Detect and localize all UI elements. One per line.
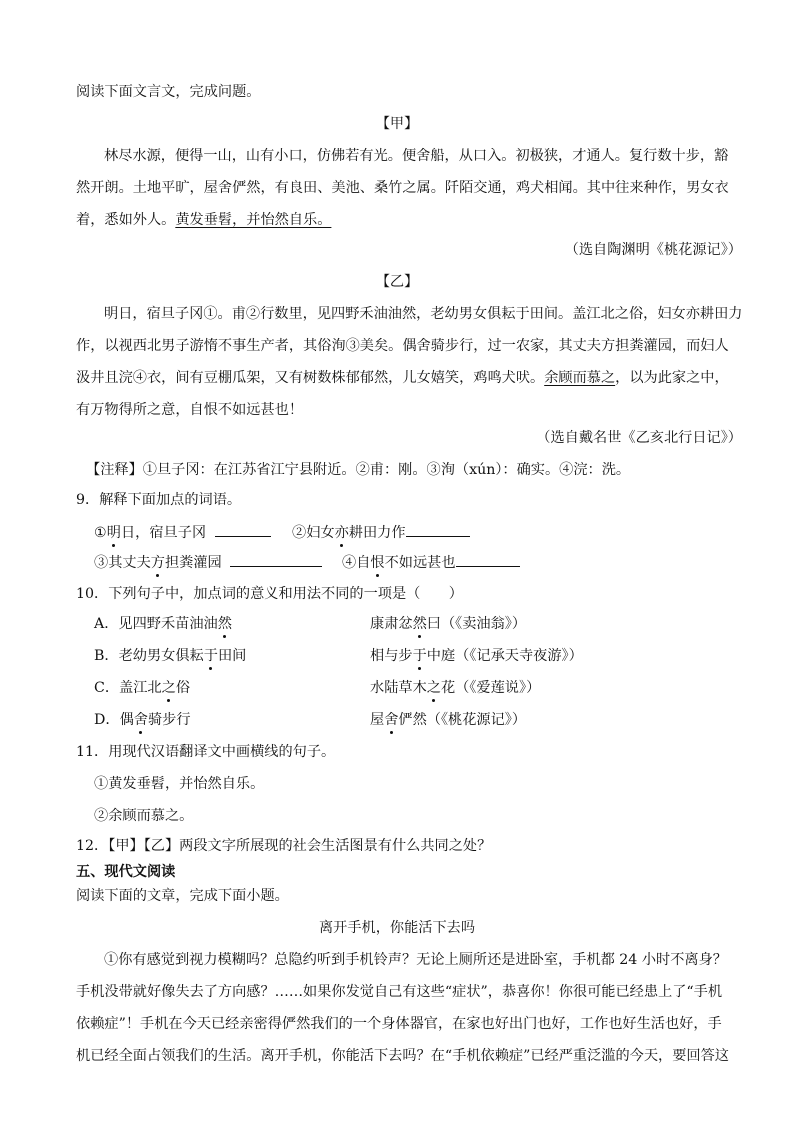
question-9-item: ①明日，宿旦子冈 (94, 522, 271, 543)
passage-yi-heading: 【乙】 (375, 274, 419, 290)
dotted-word: 方 (150, 555, 165, 571)
question-9-stem: 9．解释下面加点的词语。 (76, 492, 242, 508)
dotted-word: 明 (106, 525, 121, 541)
passage-yi-line: 作，以视西北男子游惰不事生产者，其俗洵③美矣。偶舍骑步行，过一农家，其丈夫方担粪灌园，而妇人 (76, 338, 729, 354)
dotted-word: 恨 (370, 555, 385, 571)
passage-jia-line: 然开朗。土地平旷，屋舍俨然，有良田、美池、桑竹之属。阡陌交通，鸡犬相闻。其中往来种作，男女衣 (76, 180, 729, 196)
passage-yi-line (76, 368, 729, 388)
article-line: 机已经全面占领我们的生活。离开手机，你能活下去吗？在“手机依赖症”已经严重泛滥的今天，要回答这 (76, 1048, 729, 1064)
answer-blank[interactable] (456, 552, 520, 567)
passage-jia-line: 林尽水源，便得一山，山有小口，仿佛若有光。便舍船，从口入。初极狭，才通人。复行数十步，豁 (104, 148, 729, 164)
article-line: 手机没带就好像失去了方向感？……如果你发觉自己有这些“症状”，恭喜你！你很可能已经患上了“手机 (76, 984, 723, 1000)
dotted-word: 然 (217, 616, 232, 632)
option-a-left[interactable]: A．见四野禾苗油油然 (94, 616, 232, 632)
reading-intro: 阅读下面文言文，完成问题。 (76, 84, 261, 100)
section-heading: 五、现代文阅读 (76, 864, 176, 880)
question-11-item: ①黄发垂髫，并怡然自乐。 (94, 776, 265, 792)
option-a-right: 康肃忿然曰（《卖油翁》） (370, 616, 527, 632)
underlined-sentence: 黄发垂髫，并怡然自乐。 (175, 212, 332, 228)
question-9-item: ③其丈夫方担粪灌园 (94, 552, 322, 573)
option-d-left[interactable]: D．偶舍骑步行 (94, 712, 191, 728)
option-d-right: 屋舍俨然（《桃花源记》） (370, 712, 527, 728)
passage-jia-line (76, 210, 331, 230)
question-12-stem: 12．【甲】【乙】两段文字所展现的社会生活图景有什么共同之处？ (76, 838, 492, 854)
passage-jia-source: （选自陶渊明《桃花源记》） (564, 242, 742, 258)
article-line: ①你有感觉到视力模糊吗？总隐约听到手机铃声？无论上厕所还是进卧室，手机都 24 小时不离身？ (104, 952, 727, 968)
dotted-word: 于 (203, 648, 218, 664)
article-title: 离开手机，你能活下去吗 (318, 920, 476, 936)
article-line: 依赖症”！手机在今天已经亲密得俨然我们的一个身体器官，在家也好出门也好，工作也好生活也好，手 (76, 1016, 722, 1032)
question-10-stem: 10．下列句子中，加点词的意义和用法不同的一项是（ ） (76, 586, 463, 602)
option-b-left[interactable]: B．老幼男女俱耘于田间 (94, 648, 247, 664)
dotted-word: 之 (161, 680, 176, 696)
answer-blank[interactable] (230, 552, 322, 567)
answer-blank[interactable] (215, 522, 271, 537)
option-c-left[interactable]: C．盖江北之俗 (94, 680, 191, 696)
dotted-word: 于 (412, 648, 427, 664)
passage-jia-heading: 【甲】 (375, 116, 419, 132)
passage-yi-line: 有万物得所之意，自恨不如远甚也！ (76, 402, 304, 418)
underlined-sentence: 余顾而慕之 (544, 370, 616, 386)
question-11-stem: 11．用现代汉语翻译文中画横线的句子。 (76, 744, 336, 760)
answer-blank[interactable] (406, 522, 470, 537)
question-9-item: ②妇女亦耕田力作 (292, 522, 470, 543)
passage-text: 汲井且浣④衣，间有豆棚瓜架，又有树数株郁郁然，儿女嬉笑，鸡鸣犬吠。 (76, 370, 545, 386)
question-11-item: ②余顾而慕之。 (94, 808, 194, 824)
passage-yi-source: （选自戴名世《乙亥北行日记》） (536, 430, 742, 446)
question-9-item: ④自恨不如远甚也 (342, 552, 520, 573)
dotted-word: 然 (412, 616, 427, 632)
annotation-notes: 【注释】①旦子冈：在江苏省江宁县附近。②甫：刚。③洵（xún）：确实。④浣：洗。 (86, 462, 631, 478)
option-c-right: 水陆草木之花（《爱莲说》） (370, 680, 541, 696)
dotted-word: 舍 (384, 712, 399, 728)
dotted-word: 亦 (334, 525, 349, 541)
passage-text: 着，悉如外人。 (76, 212, 176, 228)
dotted-word: 舍 (133, 712, 148, 728)
option-b-right: 相与步于中庭（《记承天寺夜游》） (370, 648, 583, 664)
passage-yi-line: 明日，宿旦子冈①。甫②行数里，见四野禾油油然，老幼男女俱耘于田间。盖江北之俗，妇女亦耕田力 (104, 306, 743, 322)
passage-text: ，以为此家之中， (615, 370, 729, 386)
dotted-word: 之 (426, 680, 441, 696)
section-intro: 阅读下面的文章，完成下面小题。 (76, 888, 289, 904)
